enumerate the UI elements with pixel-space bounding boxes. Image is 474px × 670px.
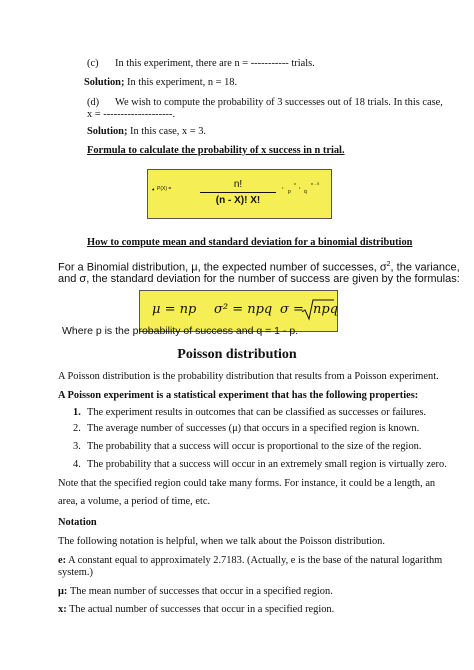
sqrt-argument: npq <box>313 302 339 317</box>
list-item <box>73 406 473 422</box>
list-item-text: The average number of successes (μ) that occurs in a specified region is known. <box>87 423 420 434</box>
fraction-bar <box>200 192 276 193</box>
list-item-text: The probability that a success will occur is proportional to the size of the region. <box>87 441 422 452</box>
binomial-fraction <box>200 179 276 207</box>
note-line2: area, a volume, a period of time, etc. <box>58 496 211 507</box>
notation-e-line2: system.) <box>58 567 93 578</box>
question-d-label: (d) <box>87 97 100 108</box>
binomial-p: p <box>288 189 291 195</box>
binomial-formula-box <box>147 169 332 219</box>
solution-2-label: Solution; <box>87 126 128 137</box>
list-item-number: 3. <box>73 441 81 452</box>
notation-heading: Notation <box>58 517 97 528</box>
mean-formula: μ = np <box>152 302 197 317</box>
sigma-squared-sup: 2 <box>386 261 391 268</box>
poisson-properties-heading: A Poisson experiment is a statistical experiment that has the following properties: <box>58 390 419 401</box>
solution-1-label: Solution; <box>84 77 125 88</box>
mean-paragraph-line2: and σ, the standard deviation for the number of success are given by the formulas: <box>58 273 460 285</box>
list-item <box>73 422 473 440</box>
where-text: Where p is the probability of success and q = 1 - p. <box>62 325 299 337</box>
question-d-line1: We wish to compute the probability of 3 successes out of 18 trials. In this case, <box>115 97 443 108</box>
notation-mu-label: μ: <box>58 586 68 597</box>
solution-2-text: In this case, x = 3. <box>127 126 207 137</box>
list-item <box>73 458 473 476</box>
list-item-text: The probability that a success will occur in an extremely small region is virtually zero. <box>87 459 447 470</box>
binomial-q: q <box>304 189 307 195</box>
notation-mu-text: The mean number of successes that occur in a specified region. <box>67 586 333 597</box>
mean-heading: How to compute mean and standard deviation for a binomial distribution <box>87 237 413 248</box>
binomial-nx-exponent: n - X <box>311 181 320 186</box>
poisson-definition: A Poisson distribution is the probability distribution that results from a Poisson experiment. <box>58 371 439 382</box>
list-item-number: 1. <box>73 407 81 418</box>
notation-e-text: A constant equal to approximately 2.7183. (Actually, e is the base of the natural logarithm <box>66 555 443 566</box>
notation-e-line1 <box>58 554 442 567</box>
formula-heading: Formula to calculate the probability of x success in n trial. <box>87 145 345 156</box>
binomial-denominator: (n - X)! X! <box>215 195 261 206</box>
binomial-dot: • <box>282 185 284 190</box>
properties-list <box>73 406 473 476</box>
notation-intro: The following notation is helpful, when we talk about the Poisson distribution. <box>58 536 385 547</box>
solution-1-text: In this experiment, n = 18. <box>124 77 238 88</box>
mean-paragraph-line1-a: For a Binomial distribution, μ, the expected number of successes, σ <box>58 261 387 274</box>
notation-x-text: The actual number of successes that occur in a specified region. <box>66 604 335 615</box>
std-dev-formula: σ = <box>280 302 304 317</box>
binomial-numerator: n! <box>233 179 243 190</box>
list-item-number: 4. <box>73 459 81 470</box>
question-c-text: In this experiment, there are n = ----------- trials. <box>115 58 315 69</box>
question-c <box>87 57 99 70</box>
variance-formula: σ² = npq <box>214 302 273 317</box>
question-d-line2: x = --------------------. <box>87 109 176 120</box>
solution-1 <box>84 76 237 89</box>
binomial-dot-2: • <box>299 185 301 190</box>
mean-paragraph-line1-b: , the variance, <box>390 261 460 274</box>
list-item-text: The experiment results in outcomes that can be classified as successes or failures. <box>87 407 427 418</box>
list-item <box>73 440 473 458</box>
solution-2 <box>87 125 206 138</box>
poisson-title: Poisson distribution <box>177 347 297 362</box>
notation-x <box>58 603 334 616</box>
binomial-lhs: P(X) = <box>157 186 172 192</box>
notation-mu <box>58 585 333 598</box>
binomial-x-exponent: x <box>294 181 296 186</box>
question-c-label: (c) <box>87 58 99 69</box>
list-item-number: 2. <box>73 423 81 434</box>
notation-x-label: x: <box>58 604 67 615</box>
note-line1: Note that the specified region could take many forms. For instance, it could be a length, an <box>58 478 436 489</box>
binomial-bullet: • <box>152 187 155 194</box>
notation-e-label: e: <box>58 555 67 566</box>
